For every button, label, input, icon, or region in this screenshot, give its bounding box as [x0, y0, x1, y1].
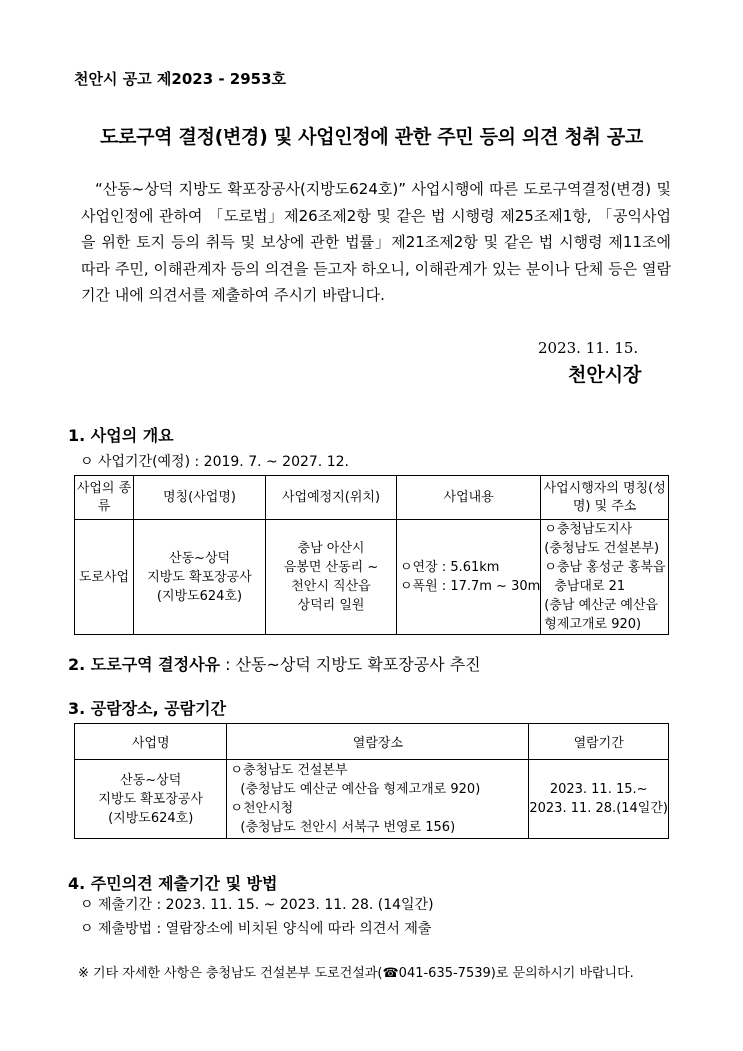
- col-type-header: 사업의 종류: [75, 476, 134, 520]
- page-title: 도로구역 결정(변경) 및 사업인정에 관한 주민 등의 의견 청취 공고: [99, 126, 643, 148]
- signer: 천안시장: [568, 364, 642, 386]
- submit-method: ㅇ 제출방법 : 열람장소에 비치된 양식에 따라 의견서 제출: [80, 921, 432, 937]
- project-location: 충남 아산시 음봉면 산동리 ~ 천안시 직산읍 상덕리 일원: [266, 520, 397, 635]
- project-content: ㅇ연장 : 5.61km ㅇ폭원 : 17.7m ~ 30m: [397, 520, 541, 635]
- inspection-period: 2023. 11. 15.~ 2023. 11. 28.(14일간): [529, 760, 669, 839]
- footnote: ※ 기타 자세한 사항은 충청남도 건설본부 도로건설과(☎041-635-7539)로 문의하시기 바랍니다.: [78, 966, 634, 981]
- notice-date: 2023. 11. 15.: [538, 339, 639, 357]
- inspection-table: [74, 723, 669, 839]
- submit-period: ㅇ 제출기간 : 2023. 11. 15. ~ 2023. 11. 28. (14일간): [80, 897, 434, 913]
- col-name-header: 명칭(사업명): [134, 476, 266, 520]
- col-project-header: 사업명: [75, 724, 227, 760]
- col-content-header: 사업내용: [397, 476, 541, 520]
- inspection-project-name: 산동~상덕 지방도 확포장공사 (지방도624호): [75, 760, 227, 839]
- table-header-row: [75, 724, 669, 760]
- project-type: 도로사업: [75, 520, 134, 635]
- table-header-row: [75, 476, 669, 520]
- col-location-header: 사업예정지(위치): [266, 476, 397, 520]
- section2-heading: 2. 도로구역 결정사유 : 산동~상덕 지방도 확포장공사 추진: [68, 655, 481, 674]
- notice-number: 천안시 공고 제2023 - 2953호: [74, 70, 287, 88]
- col-period-header: 열람기간: [529, 724, 669, 760]
- section4-heading: 4. 주민의견 제출기간 및 방법: [68, 874, 278, 893]
- col-operator-header: 사업시행자의 명칭(성명) 및 주소: [541, 476, 669, 520]
- inspection-places: ㅇ충청남도 건설본부 (충청남도 예산군 예산읍 형제고개로 920) ㅇ천안시청 (충청남도 천안시 서북구 번영로 156): [227, 760, 529, 839]
- col-place-header: 열람장소: [227, 724, 529, 760]
- project-period: ㅇ 사업기간(예정) : 2019. 7. ~ 2027. 12.: [80, 454, 349, 470]
- table-row: [75, 520, 669, 635]
- section3-heading: 3. 공람장소, 공람기간: [68, 699, 227, 718]
- project-name: 산동~상덕 지방도 확포장공사 (지방도624호): [134, 520, 266, 635]
- project-overview-table: [74, 475, 669, 635]
- table-row: [75, 760, 669, 839]
- section2-reason: : 산동~상덕 지방도 확포장공사 추진: [220, 655, 481, 674]
- intro-paragraph: “산동~상덕 지방도 확포장공사(지방도624호)” 사업시행에 따른 도로구역결정(변경) 및 사업인정에 관하여 「도로법」제26조제2항 및 같은 법 시행령 제25조제1항, 「공익사업을 위한 토지 등의 취득 및 보상에 관한 법률」제21조제2항 및 같은 법 시행령 제11조에 따라 주민, 이해관계자 등의 의견을 듣고자 하오니, 이해관계가 있는 분이나 단체 등은 열람기간 내에 의견서를 제출하여 주시기 바랍니다.: [81, 180, 671, 304]
- project-operator: ㅇ충청남도지사 (충청남도 건설본부) ㅇ충남 홍성군 홍북읍 충남대로 21 (충남 예산군 예산읍 형제고개로 920): [541, 520, 669, 635]
- section1-heading: 1. 사업의 개요: [68, 426, 174, 445]
